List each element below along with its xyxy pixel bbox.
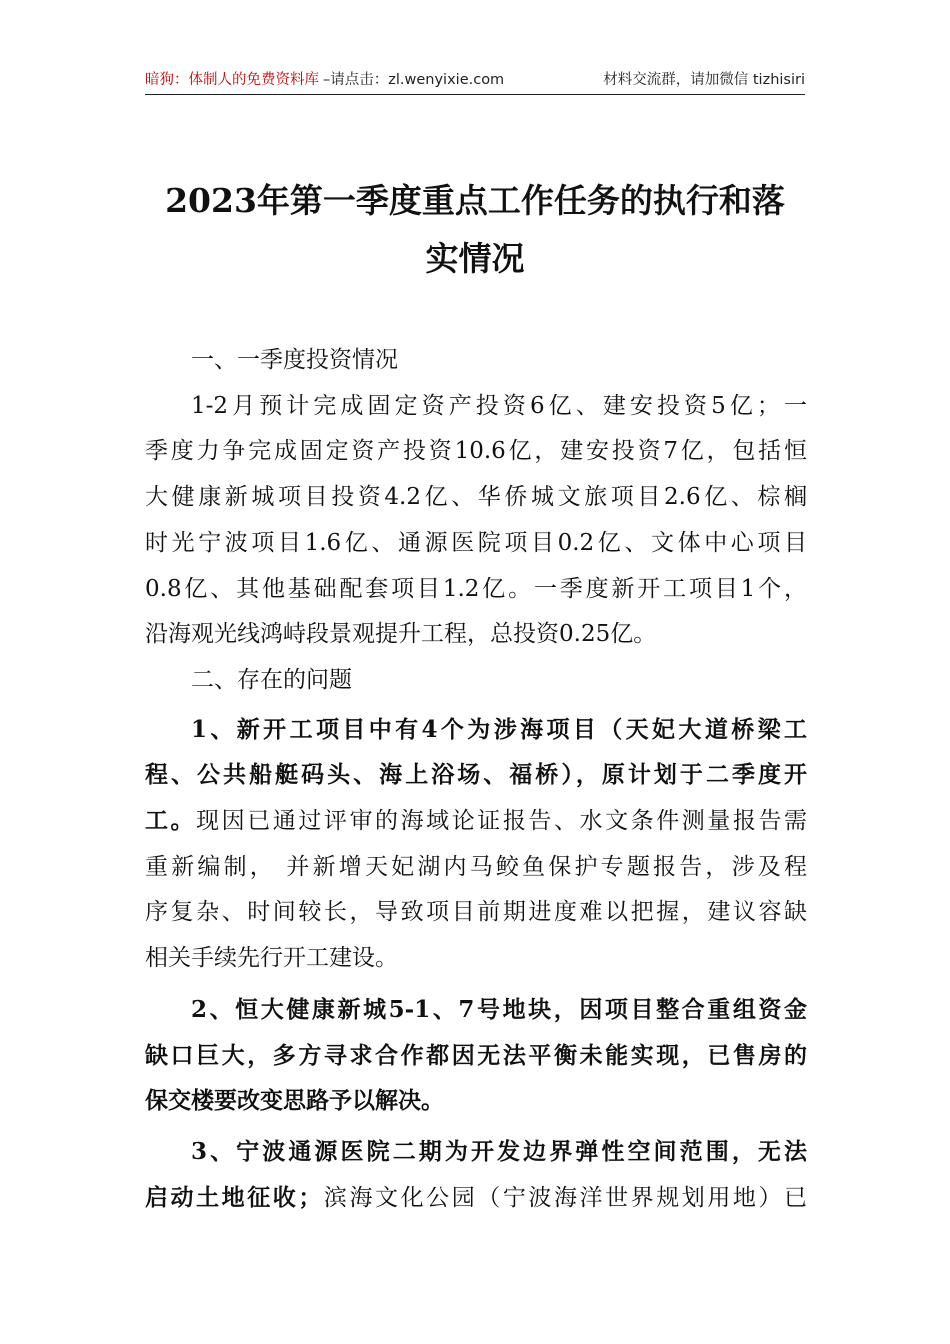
text-bold-run: 启动土地征收；	[145, 1183, 322, 1211]
text-line: 序复杂、时间较长，导致项目前期进度难以把握，建议容缺	[145, 899, 807, 926]
text-line: 0.8亿、其他基础配套项目1.2亿。一季度新开工项目1个，	[145, 575, 807, 602]
title-line-1: 2023年第一季度重点工作任务的执行和落	[165, 181, 785, 220]
document-title	[145, 172, 805, 288]
header-site-name: 暗狗：体制人的免费资料库	[145, 72, 319, 88]
text-run: 滨海文化公园（宁波海洋世界规划用地）已	[321, 1184, 808, 1211]
text-line: 相关手续先行开工建设。	[145, 945, 398, 972]
document-body	[145, 338, 807, 1221]
text-line: 3、宁波通源医院二期为开发边界弹性空间范围，无法	[191, 1137, 807, 1165]
text-line: 2、恒大健康新城5-1、7号地块，因项目整合重组资金	[191, 995, 807, 1023]
text-line: 保交楼要改变思路予以解决。	[145, 1087, 444, 1115]
section-heading-investment: 一、一季度投资情况	[191, 347, 398, 373]
page-header	[145, 66, 805, 94]
title-line-2: 实情况	[425, 239, 525, 278]
text-line: 缺口巨大，多方寻求合作都因无法平衡未能实现，已售房的	[145, 1041, 807, 1069]
paragraph-problem-1	[145, 707, 807, 982]
text-line: 沿海观光线鸿峙段景观提升工程，总投资0.25亿。	[145, 621, 657, 648]
text-run: 现因已通过评审的海域论证报告、水文条件测量报告需	[196, 808, 808, 835]
paragraph-investment	[145, 384, 807, 658]
section-heading-problems: 二、存在的问题	[191, 666, 352, 693]
text-line-mixed	[145, 798, 807, 845]
text-line: 程、公共船艇码头、海上浴场、福桥），原计划于二季度开	[145, 761, 807, 789]
text-bold-run: 工。	[145, 807, 197, 835]
text-line-mixed	[145, 1175, 807, 1222]
text-line: 时光宁波项目1.6亿、通源医院项目0.2亿、文体中心项目	[145, 529, 807, 556]
header-wechat-note: 材料交流群，请加微信 tizhisiri	[603, 72, 805, 88]
paragraph-problem-3	[145, 1129, 807, 1221]
text-line: 1、新开工项目中有4个为涉海项目（天妃大道桥梁工	[191, 715, 807, 743]
header-click-prompt: –请点击：	[323, 72, 389, 88]
text-line: 大健康新城项目投资4.2亿、华侨城文旅项目2.6亿、棕榈	[145, 484, 807, 511]
text-line: 1-2月预计完成固定资产投资6亿、建安投资5亿；一	[191, 392, 807, 419]
text-line: 重新编制， 并新增天妃湖内马鲛鱼保护专题报告，涉及程	[145, 853, 807, 880]
header-divider	[145, 94, 805, 95]
text-line: 季度力争完成固定资产投资10.6亿，建安投资7亿，包括恒	[145, 438, 807, 465]
header-url-link[interactable]: zl.wenyixie.com	[388, 72, 505, 88]
paragraph-problem-2	[145, 987, 807, 1124]
